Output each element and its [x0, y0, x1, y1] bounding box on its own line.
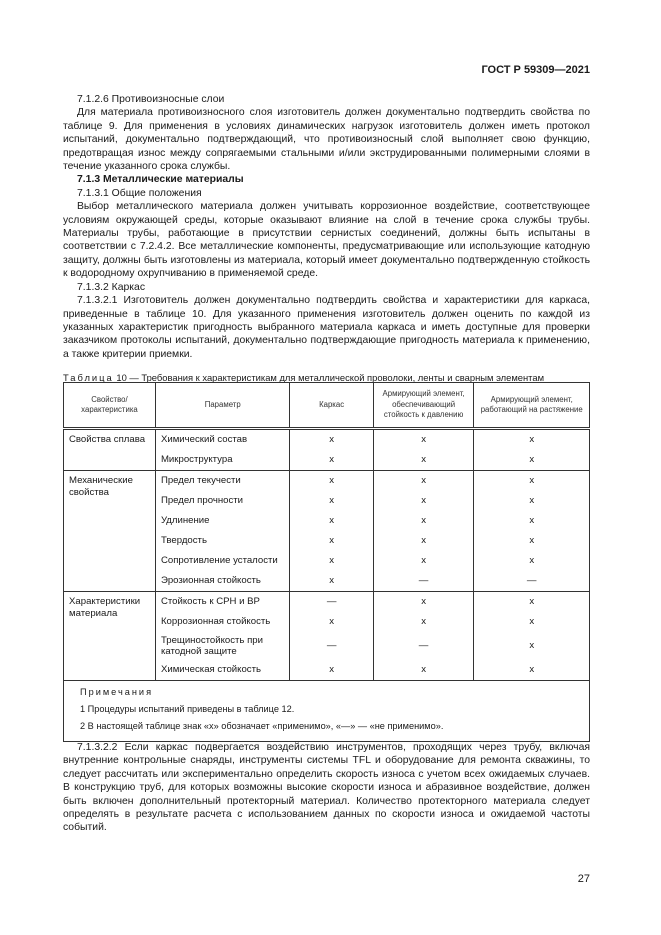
table-row	[64, 429, 590, 451]
paragraph: Выбор металлического материала должен учитывать коррозионное воздействие, соответствующее условиям окружающей среды, которые оказывают влияние на слой в течение срока службы трубы. Материалы трубы, работающие в присутствии сернистых соединений, должны быть испытаны в соответствии с 7.2.4.2. Все металлические компоненты, предусматривающие или использующие катодную защиту, должны быть изготовлены из материала, который имеет документально подтвержденную стойкость к водородному охрупчиванию в применяемой среде.	[63, 201, 590, 280]
applicability-cell: x	[290, 511, 373, 531]
parameter-cell: Трещиностойкость при катодной защите	[155, 632, 290, 660]
parameter-cell: Удлинение	[155, 511, 290, 531]
parameter-cell: Предел текучести	[155, 471, 290, 492]
parameter-cell: Химическая стойкость	[155, 660, 290, 681]
applicability-cell: x	[290, 429, 373, 451]
applicability-cell: x	[474, 429, 590, 451]
table-notes	[64, 681, 590, 742]
subsection-heading: 7.1.3.2 Каркас	[77, 281, 146, 293]
paragraph: Для материала противоизносного слоя изготовитель должен документально подтвердить свойства по таблице 9. Для применения в условиях динамических нагрузок изготовитель должен иметь протокол испытаний, документально подтверждающий, что противоизносный слой выполняет свою функцию, предотвращая износ между сопрягаемыми стальными и/или экструдированными полимерными слоями в течение указанного срока службы.	[63, 107, 590, 173]
subsection-heading: 7.1.3.1 Общие положения	[77, 187, 202, 199]
table-row	[64, 471, 590, 492]
parameter-cell: Предел прочности	[155, 491, 290, 511]
applicability-cell: —	[373, 632, 474, 660]
caption-label: Таблица	[63, 372, 114, 383]
applicability-cell: x	[373, 491, 474, 511]
column-header: Каркас	[290, 383, 373, 429]
applicability-cell: x	[474, 632, 590, 660]
body-text-top	[63, 93, 590, 361]
group-label: Свойства сплава	[64, 429, 156, 471]
applicability-cell: x	[373, 511, 474, 531]
requirements-table	[63, 382, 590, 742]
applicability-cell: x	[373, 660, 474, 681]
table-row	[64, 592, 590, 613]
parameter-cell: Твердость	[155, 531, 290, 551]
applicability-cell: x	[290, 450, 373, 471]
applicability-cell: x	[290, 660, 373, 681]
standard-header: ГОСТ Р 59309—2021	[481, 64, 590, 76]
page-number: 27	[577, 873, 590, 885]
column-header: Параметр	[155, 383, 290, 429]
applicability-cell: x	[474, 450, 590, 471]
parameter-cell: Коррозионная стойкость	[155, 612, 290, 632]
applicability-cell: x	[373, 592, 474, 613]
applicability-cell: x	[373, 531, 474, 551]
applicability-cell: x	[474, 551, 590, 571]
paragraph: 7.1.3.2.1 Изготовитель должен документально подтвердить свойства и характеристики для каркаса, приведенные в таблице 10. Для указанного применения изготовитель должен оценить по каждой из указанных характеристик пригодность выбранного материала каркаса и иметь доступные для проверки заказчиком протоколы испытаний, документально подтверждающие пригодность материала к применению, а также критерии приемки.	[63, 295, 590, 360]
applicability-cell: x	[290, 612, 373, 632]
applicability-cell: x	[474, 491, 590, 511]
applicability-cell: x	[290, 531, 373, 551]
applicability-cell: x	[373, 450, 474, 471]
column-header: Свойство/ характеристика	[64, 383, 156, 429]
applicability-cell: —	[290, 592, 373, 613]
section-heading: 7.1.2.6 Противоизносные слои	[77, 94, 225, 105]
applicability-cell: x	[474, 660, 590, 681]
notes-title: Примечания	[80, 687, 154, 697]
parameter-cell: Микроструктура	[155, 450, 290, 471]
paragraph: 7.1.3.2.2 Если каркас подвергается воздействию инструментов, проходящих через трубу, включая внутренние контрольные снаряды, инструменты системы TFL и оборудование для ремонта скважины, то следует рассчитать или экспериментально определить скорость износа с учетом всех ожидаемых случаев. В конструкцию труб, для которых возможны высокие скорости износа и абразивное воздействие, должен быть включен дополнительный протекторный материал. Количество протекторного материала следует определять в результате расчета с использованием данных по скорости износа и ожидаемой частоты событий.	[63, 742, 590, 834]
note: 1 Процедуры испытаний приведены в таблице 12.	[80, 704, 295, 714]
section-heading: 7.1.3 Металлические материалы	[77, 174, 244, 186]
applicability-cell: x	[290, 491, 373, 511]
applicability-cell: x	[290, 551, 373, 571]
note: 2 В настоящей таблице знак «x» обозначает «применимо», «—» — «не применимо».	[80, 721, 444, 731]
applicability-cell: —	[474, 571, 590, 592]
applicability-cell: x	[474, 612, 590, 632]
applicability-cell: x	[474, 471, 590, 492]
applicability-cell: —	[290, 632, 373, 660]
column-header: Армирующий элемент, работающий на растяжение	[474, 383, 590, 429]
applicability-cell: x	[373, 471, 474, 492]
applicability-cell: x	[474, 531, 590, 551]
applicability-cell: x	[373, 429, 474, 451]
table-header-row	[64, 383, 590, 429]
body-text-bottom	[63, 741, 590, 835]
applicability-cell: x	[373, 551, 474, 571]
parameter-cell: Эрозионная стойкость	[155, 571, 290, 592]
column-header: Армирующий элемент, обеспечивающий стойкость к давлению	[373, 383, 474, 429]
applicability-cell: x	[474, 592, 590, 613]
parameter-cell: Сопротивление усталости	[155, 551, 290, 571]
caption-text: 10 — Требования к характеристикам для металлической проволоки, ленты и сварным элементам	[116, 372, 545, 383]
group-label: Механические свойства	[64, 471, 156, 592]
applicability-cell: x	[290, 471, 373, 492]
group-label: Характеристики материала	[64, 592, 156, 681]
applicability-cell: x	[290, 571, 373, 592]
applicability-cell: x	[373, 612, 474, 632]
parameter-cell: Стойкость к СРН и ВР	[155, 592, 290, 613]
parameter-cell: Химический состав	[155, 429, 290, 451]
applicability-cell: x	[474, 511, 590, 531]
applicability-cell: —	[373, 571, 474, 592]
